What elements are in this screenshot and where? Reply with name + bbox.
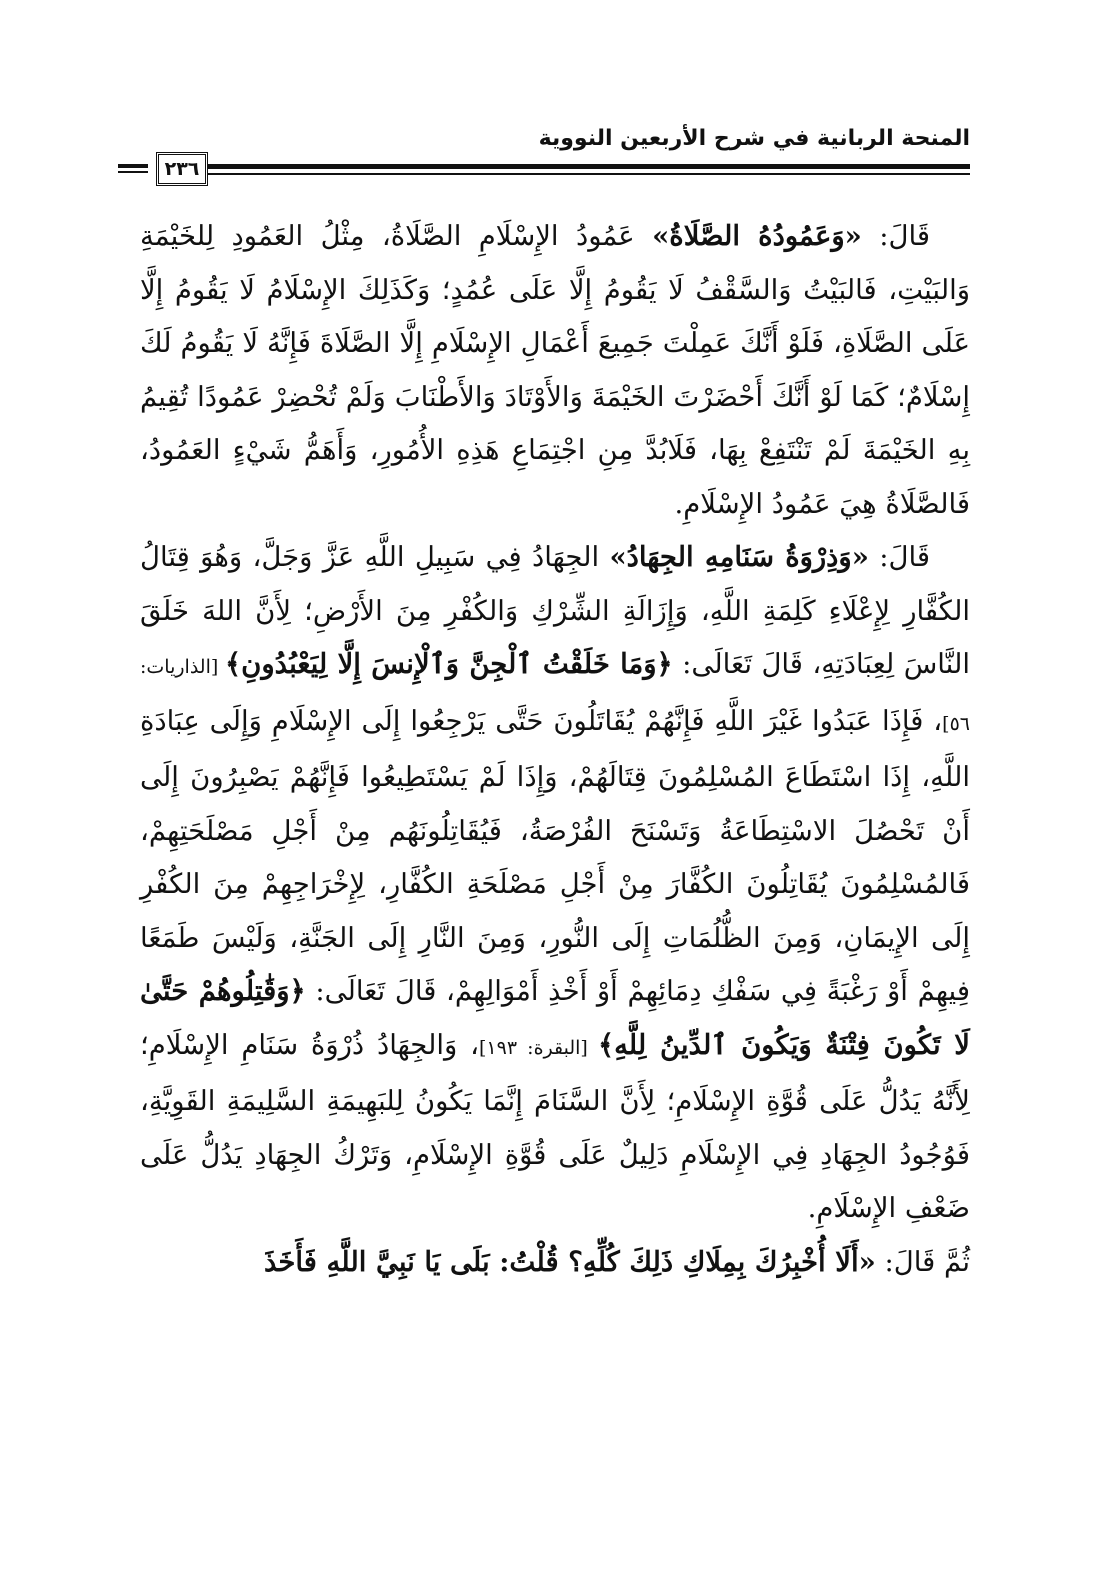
- hadith-quote: «وَذِرْوَةُ سَنَامِهِ الجِهَادُ»: [609, 541, 869, 573]
- page-header: [140, 112, 970, 182]
- paragraph-lead: قَالَ:: [868, 541, 930, 573]
- quran-verse: ﴿وَمَا خَلَقْتُ ٱلْجِنَّ وَٱلْإِنسَ إِلَّا لِيَعْبُدُونِ﴾: [225, 648, 673, 680]
- header-dash-mark: [118, 164, 148, 168]
- paragraph-lead: ثُمَّ قَالَ:: [875, 1245, 970, 1278]
- verse-reference: [البقرة: ١٩٣]: [479, 1036, 598, 1059]
- quran-verse: ﴿وَقَٰتِلُوهُمْ حَتَّىٰ لَا تَكُونَ فِتْنَةٌ وَيَكُونَ ٱلدِّينُ لِلَّهِ﴾: [140, 975, 970, 1061]
- paragraph-text: ، فَإِذَا عَبَدُوا غَيْرَ اللَّهِ فَإِنَّهُمْ يُقَاتَلُونَ حَتَّى يَرْجِعُوا إِلَى الإِسْلَامِ وَإِلَى عِبَادَةِ اللَّهِ، إِذَا اسْتَطَاعَ المُسْلِمُونَ قِتَالَهُمْ، وَإِذَا لَمْ يَسْتَطِيعُوا فَإِنَّهُمْ يَصْبِرُونَ إِلَى أَنْ تَحْصُلَ الاسْتِطَاعَةُ وَتَسْنَحَ الفُرْصَةُ، فَيُقَاتِلُونَهُم مِنْ أَجْلِ مَصْلَحَتِهِمْ، فَالمُسْلِمُونَ يُقَاتِلُونَ الكُفَّارَ مِنْ أَجْلِ مَصْلَحَةِ الكُفَّارِ، لِإِخْرَاجِهِمْ مِنَ الكُفْرِ إِلَى الإِيمَانِ، وَمِنَ الظُّلُمَاتِ إِلَى النُّورِ، وَمِنَ النَّارِ إِلَى الجَنَّةِ، وَلَيْسَ طَمَعًا فِيهِمْ أَوْ رَغْبَةً فِي سَفْكِ دِمَائِهِمْ أَوْ أَخْذِ أَمْوَالِهِمْ، قَالَ تَعَالَى:: [140, 704, 970, 1007]
- verse-reference: [الذاريات: ٥٦]: [140, 656, 970, 735]
- page-number: ٢٣٦: [156, 152, 208, 186]
- paragraph-text: عَمُودُ الإِسْلَامِ الصَّلَاةُ، مِثْلُ العَمُودِ لِلخَيْمَةِ وَالبَيْتِ، فَالبَيْتُ وَالسَّقْفُ لَا يَقُومُ إِلَّا عَلَى عُمُدٍ؛ وَكَذَلِكَ الإِسْلَامُ لَا يَقُومُ إِلَّا عَلَى الصَّلَاةِ، فَلَوْ أَنَّكَ عَمِلْتَ جَمِيعَ أَعْمَالِ الإِسْلَامِ إِلَّا الصَّلَاةَ فَإِنَّهُ لَا يَقُومُ لَكَ إِسْلَامٌ؛ كَمَا لَوْ أَنَّكَ أَحْضَرْتَ الخَيْمَةَ وَالأَوْتَادَ وَالأَطْنَابَ وَلَمْ تُحْضِرْ عَمُودًا تُقِيمُ بِهِ الخَيْمَةَ لَمْ تَنْتَفِعْ بِهَا، فَلَابُدَّ مِنِ اجْتِمَاعِ هَذِهِ الأُمُورِ، وَأَهَمُّ شَيْءٍ العَمُودُ، فَالصَّلَاةُ هِيَ عَمُودُ الإِسْلَامِ.: [140, 220, 970, 520]
- paragraph-lead: قَالَ:: [861, 220, 930, 252]
- body-text: [140, 210, 970, 1289]
- header-rule-thick: [200, 164, 970, 169]
- paragraph-text: الجِهَادُ فِي سَبِيلِ اللَّهِ عَزَّ وَجَلَّ، وَهُوَ قِتَالُ الكُفَّارِ لِإِعْلَاءِ كَلِمَةِ اللَّهِ، وَإِزَالَةِ الشِّرْكِ وَالكُفْرِ مِنَ الأَرْضِ؛ لِأَنَّ اللهَ خَلَقَ النَّاسَ لِعِبَادَتِهِ، قَالَ تَعَالَى:: [140, 541, 970, 680]
- paragraph-prayer: [140, 210, 970, 531]
- hadith-quote: «وَعَمُودُهُ الصَّلَاةُ»: [652, 220, 862, 252]
- running-title: المنحة الربانية في شرح الأربعين النووية: [538, 126, 970, 151]
- hadith-quote: «أَلَا أُخْبِرُكَ بِمِلَاكِ ذَلِكَ كُلِّهِ؟ قُلْتُ: بَلَى يَا نَبِيَّ اللَّهِ فَأَخَذَ: [263, 1245, 876, 1278]
- header-dash-mark-thin: [118, 171, 148, 173]
- paragraph-text: ، وَالجِهَادُ ذُرْوَةُ سَنَامِ الإِسْلَامِ؛ لِأَنَّهُ يَدُلُّ عَلَى قُوَّةِ الإِسْلَامِ؛ لِأَنَّ السَّنَامَ إِنَّمَا يَكُونُ لِلبَهِيمَةِ السَّلِيمَةِ القَوِيَّةِ، فَوُجُودُ الجِهَادِ فِي الإِسْلَامِ دَلِيلٌ عَلَى قُوَّةِ الإِسْلَامِ، وَتَرْكُ الجِهَادِ يَدُلُّ عَلَى ضَعْفِ الإِسْلَامِ.: [140, 1028, 970, 1224]
- paragraph-jihad: [140, 531, 970, 1236]
- header-rule-thin: [200, 173, 970, 175]
- paragraph-then-he-said: [140, 1236, 970, 1290]
